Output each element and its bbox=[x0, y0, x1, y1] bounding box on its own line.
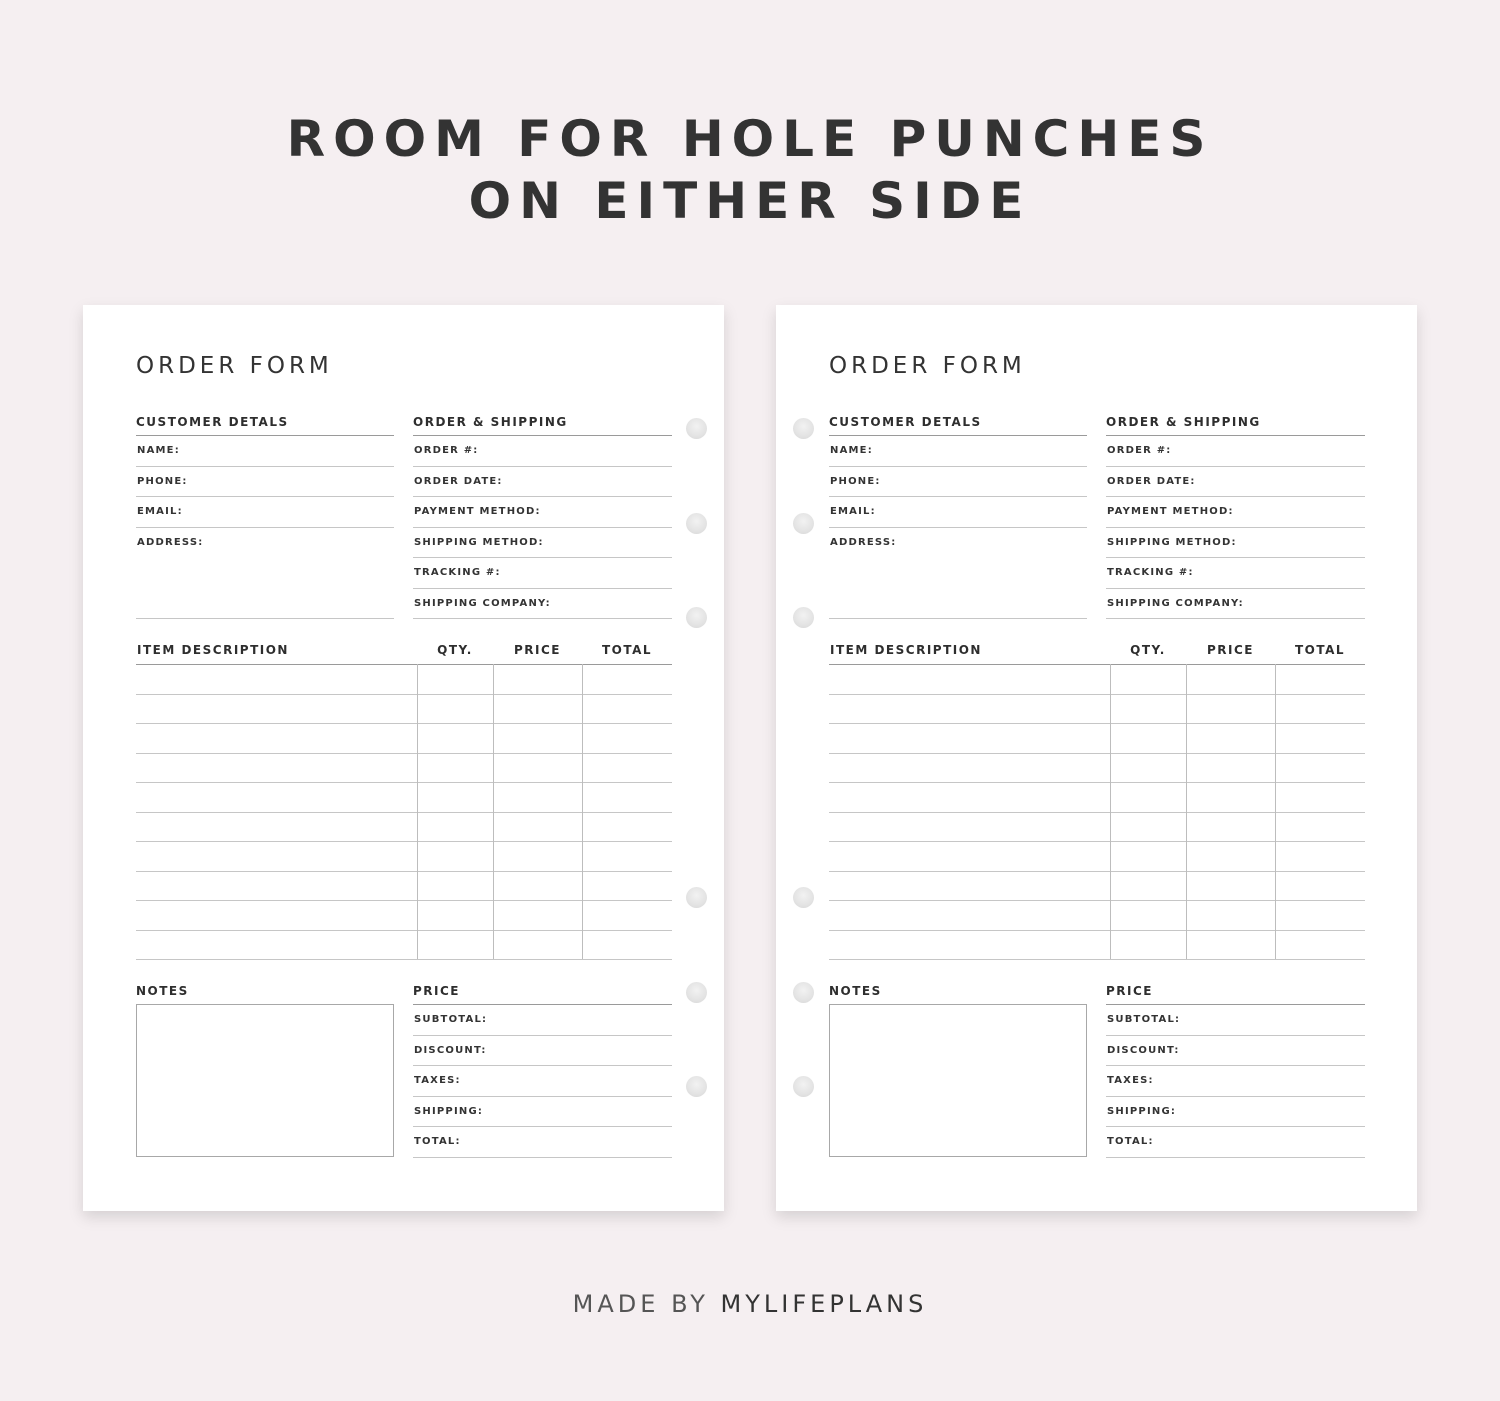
field-rule bbox=[1106, 588, 1365, 589]
field-rule bbox=[413, 1126, 672, 1127]
section-rule bbox=[136, 435, 394, 436]
table-column-header: TOTAL bbox=[601, 643, 653, 657]
form-title: ORDER FORM bbox=[136, 353, 333, 379]
field-rule bbox=[1106, 1126, 1365, 1127]
table-column-divider bbox=[582, 664, 583, 959]
order-field-label: TRACKING #: bbox=[414, 567, 501, 578]
price-field-label: DISCOUNT: bbox=[414, 1044, 487, 1056]
order-field-label: PAYMENT METHOD: bbox=[1107, 506, 1234, 517]
table-row-line bbox=[829, 959, 1365, 960]
headline bbox=[0, 108, 1500, 232]
punch-hole-icon bbox=[793, 887, 814, 908]
table-row-line bbox=[829, 900, 1365, 901]
table-header-rule bbox=[136, 664, 672, 665]
table-column-header: ITEM DESCRIPTION bbox=[830, 643, 982, 657]
punch-hole-icon bbox=[793, 982, 814, 1003]
table-header-rule bbox=[829, 664, 1365, 665]
field-rule bbox=[1106, 1065, 1365, 1066]
table-column-header: QTY. bbox=[1130, 643, 1166, 657]
notes-box bbox=[829, 1004, 1087, 1157]
punch-hole-icon bbox=[686, 607, 707, 628]
section-rule bbox=[413, 1004, 672, 1005]
field-rule bbox=[413, 466, 672, 467]
field-rule bbox=[136, 496, 394, 497]
field-rule bbox=[829, 527, 1087, 528]
section-rule bbox=[1106, 435, 1365, 436]
price-heading: PRICE bbox=[413, 984, 461, 998]
field-rule bbox=[413, 618, 672, 619]
table-row-line bbox=[136, 930, 672, 931]
punch-hole-icon bbox=[686, 418, 707, 439]
table-column-divider bbox=[493, 664, 494, 959]
table-column-header: QTY. bbox=[437, 643, 473, 657]
order-shipping-heading: ORDER & SHIPPING bbox=[1106, 415, 1261, 429]
punch-hole-icon bbox=[793, 513, 814, 534]
field-rule bbox=[1106, 496, 1365, 497]
customer-details-heading: CUSTOMER DETALS bbox=[136, 415, 289, 429]
table-column-header: ITEM DESCRIPTION bbox=[137, 643, 289, 657]
notes-box bbox=[136, 1004, 394, 1157]
punch-hole-icon bbox=[793, 607, 814, 628]
table-row-line bbox=[136, 841, 672, 842]
table-row-line bbox=[136, 723, 672, 724]
customer-field-label: EMAIL: bbox=[830, 506, 876, 517]
notes-heading: NOTES bbox=[829, 984, 882, 998]
table-column-divider bbox=[1275, 664, 1276, 959]
order-field-label: SHIPPING COMPANY: bbox=[1107, 597, 1244, 609]
table-column-divider bbox=[1186, 664, 1187, 959]
field-rule bbox=[1106, 557, 1365, 558]
field-rule bbox=[1106, 527, 1365, 528]
price-field-label: TAXES: bbox=[1107, 1075, 1154, 1086]
field-rule bbox=[136, 527, 394, 528]
table-row-line bbox=[136, 812, 672, 813]
table-column-divider bbox=[417, 664, 418, 959]
section-rule bbox=[829, 435, 1087, 436]
section-rule bbox=[1106, 1004, 1365, 1005]
table-column-divider bbox=[1110, 664, 1111, 959]
punch-hole-icon bbox=[686, 513, 707, 534]
price-field-label: DISCOUNT: bbox=[1107, 1044, 1180, 1056]
form-content bbox=[136, 305, 672, 1211]
headline-line-1: ROOM FOR HOLE PUNCHES bbox=[286, 110, 1214, 168]
customer-field-label: NAME: bbox=[830, 445, 873, 456]
footer-prefix: MADE BY bbox=[572, 1290, 709, 1318]
customer-details-heading: CUSTOMER DETALS bbox=[829, 415, 982, 429]
field-rule bbox=[413, 527, 672, 528]
table-row-line bbox=[829, 694, 1365, 695]
punch-hole-icon bbox=[793, 418, 814, 439]
notes-heading: NOTES bbox=[136, 984, 189, 998]
field-rule bbox=[413, 557, 672, 558]
punch-hole-icon bbox=[793, 1076, 814, 1097]
table-row-line bbox=[136, 782, 672, 783]
order-field-label: ORDER #: bbox=[414, 445, 479, 456]
table-column-header: PRICE bbox=[1206, 643, 1254, 657]
table-row-line bbox=[136, 959, 672, 960]
field-rule bbox=[136, 618, 394, 619]
field-rule bbox=[829, 618, 1087, 619]
field-rule bbox=[1106, 1096, 1365, 1097]
price-field-label: SHIPPING: bbox=[1107, 1105, 1177, 1117]
field-rule bbox=[829, 496, 1087, 497]
table-column-header: TOTAL bbox=[1294, 643, 1346, 657]
table-row-line bbox=[829, 723, 1365, 724]
footer-brand: MYLIFEPLANS bbox=[720, 1290, 928, 1318]
field-rule bbox=[136, 466, 394, 467]
customer-field-label: ADDRESS: bbox=[830, 536, 897, 548]
field-rule bbox=[413, 1096, 672, 1097]
table-row-line bbox=[829, 753, 1365, 754]
table-row-line bbox=[136, 694, 672, 695]
customer-field-label: PHONE: bbox=[137, 475, 188, 487]
punch-hole-icon bbox=[686, 887, 707, 908]
field-rule bbox=[829, 466, 1087, 467]
order-field-label: SHIPPING METHOD: bbox=[1107, 536, 1237, 548]
table-row-line bbox=[136, 871, 672, 872]
customer-field-label: PHONE: bbox=[830, 475, 881, 487]
field-rule bbox=[1106, 466, 1365, 467]
price-heading: PRICE bbox=[1106, 984, 1154, 998]
order-field-label: ORDER DATE: bbox=[414, 475, 503, 487]
field-rule bbox=[1106, 1157, 1365, 1158]
form-title: ORDER FORM bbox=[829, 353, 1026, 379]
order-field-label: ORDER DATE: bbox=[1107, 475, 1196, 487]
customer-field-label: EMAIL: bbox=[137, 506, 183, 517]
price-field-label: TOTAL: bbox=[414, 1136, 461, 1147]
field-rule bbox=[413, 1157, 672, 1158]
field-rule bbox=[413, 496, 672, 497]
order-shipping-heading: ORDER & SHIPPING bbox=[413, 415, 568, 429]
customer-field-label: NAME: bbox=[137, 445, 180, 456]
price-field-label: SUBTOTAL: bbox=[1107, 1014, 1181, 1025]
punch-hole-icon bbox=[686, 982, 707, 1003]
table-row-line bbox=[829, 930, 1365, 931]
price-field-label: SUBTOTAL: bbox=[414, 1014, 488, 1025]
price-field-label: SHIPPING: bbox=[414, 1105, 484, 1117]
order-form-sheet-left bbox=[83, 305, 724, 1211]
headline-line-2: ON EITHER SIDE bbox=[468, 172, 1032, 230]
order-field-label: PAYMENT METHOD: bbox=[414, 506, 541, 517]
order-field-label: SHIPPING METHOD: bbox=[414, 536, 544, 548]
table-row-line bbox=[829, 782, 1365, 783]
section-rule bbox=[413, 435, 672, 436]
field-rule bbox=[413, 1035, 672, 1036]
field-rule bbox=[1106, 618, 1365, 619]
field-rule bbox=[413, 588, 672, 589]
field-rule bbox=[1106, 1035, 1365, 1036]
table-row-line bbox=[829, 812, 1365, 813]
order-field-label: TRACKING #: bbox=[1107, 567, 1194, 578]
field-rule bbox=[413, 1065, 672, 1066]
table-column-header: PRICE bbox=[513, 643, 561, 657]
order-field-label: ORDER #: bbox=[1107, 445, 1172, 456]
price-field-label: TOTAL: bbox=[1107, 1136, 1154, 1147]
order-field-label: SHIPPING COMPANY: bbox=[414, 597, 551, 609]
punch-hole-icon bbox=[686, 1076, 707, 1097]
footer-credit bbox=[0, 1290, 1500, 1318]
customer-field-label: ADDRESS: bbox=[137, 536, 204, 548]
table-row-line bbox=[136, 900, 672, 901]
table-row-line bbox=[829, 841, 1365, 842]
form-content bbox=[829, 305, 1365, 1211]
order-form-sheet-right bbox=[776, 305, 1417, 1211]
price-field-label: TAXES: bbox=[414, 1075, 461, 1086]
table-row-line bbox=[829, 871, 1365, 872]
table-row-line bbox=[136, 753, 672, 754]
